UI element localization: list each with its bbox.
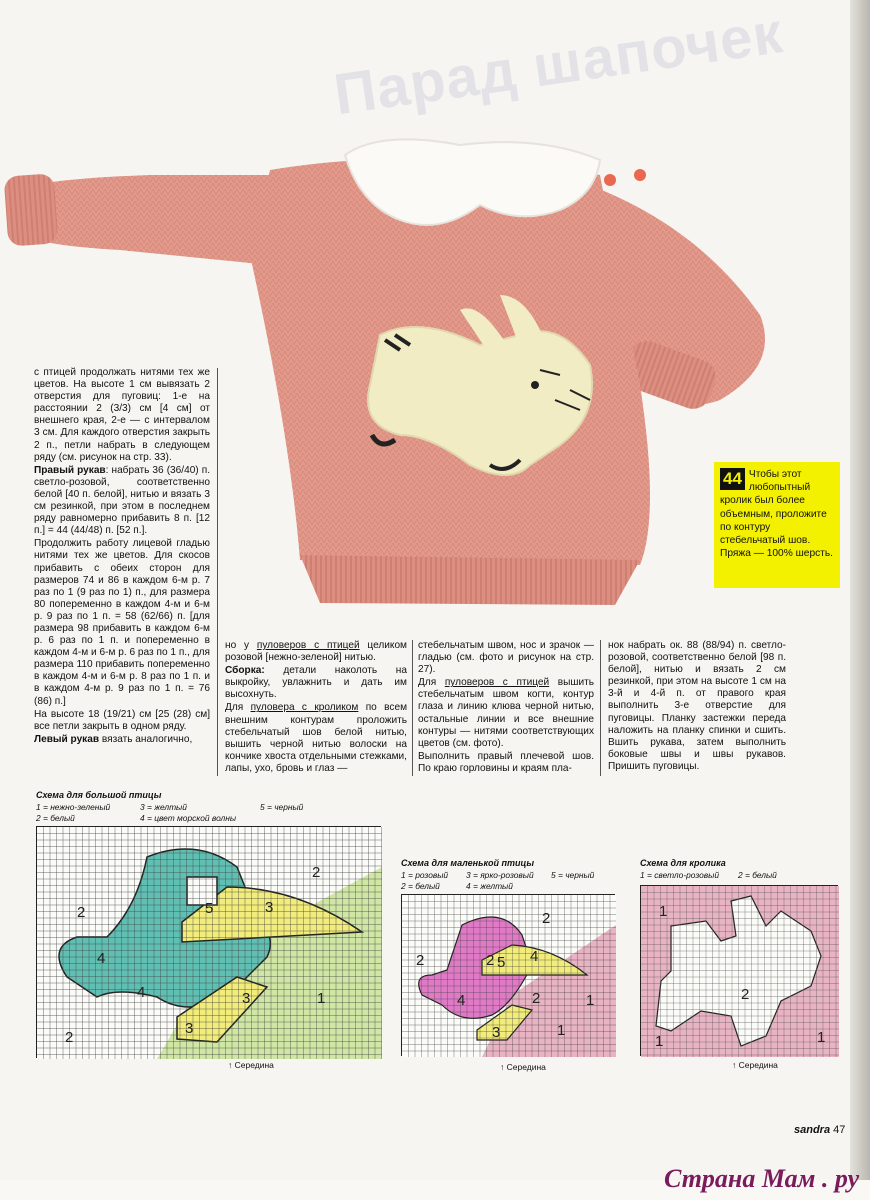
label-2: 2 <box>532 990 541 1007</box>
waist-ribbing <box>300 555 640 605</box>
legend-item: 4 = желтый <box>466 881 513 891</box>
col1-para-5 <box>34 734 210 746</box>
middle-label: Середина <box>738 1060 778 1070</box>
rabbit-middle-marker: ↑ Середина <box>732 1060 778 1070</box>
label-3: 3 <box>242 990 251 1007</box>
big-bird-title: Схема для большой птицы <box>36 790 162 800</box>
col3-para-1: стебельчатым швом, нос и зрачок — гладью (см. фото и рисунок на стр. 27). <box>418 640 594 676</box>
assembly-heading: Сборка: <box>225 665 265 677</box>
col4-para-1: нок набрать ок. 88 (88/94) п. светло-розовой, соответственно белой [98 п. белой], нитью и вязать 2 см резинкой, при этом на высоте 1 см на 3-й и 4-й п. от правого края выполнить 3-е отверстие для пуговицы. Планку застежки переда наложить на планку спинки и сшить. Вшить рукава, затем выполнить боковые швы и швы рукавов. Пришить пуговицы. <box>608 640 786 772</box>
small-bird-chart <box>401 894 615 1056</box>
label-4: 4 <box>137 984 146 1001</box>
text-column-2 <box>225 640 407 776</box>
legend-item: 1 = светло-розовый <box>640 870 719 880</box>
col2-para-1-pre: но у <box>225 640 257 651</box>
col1-para-1: с птицей продолжать нитями тех же цветов. На высоте 1 см вывязать 2 отверстия для пуговиц: 1-е на расстоянии 2 (3/3) см [4 см] от внешнего края, 2-е — с интервалом 3 см. Для каждого отверстия закрыть 2 п., петли набрать в следующем ряду (см. рисунок на стр. 33). <box>34 367 210 463</box>
rabbit-chart <box>640 885 838 1056</box>
column-divider-1 <box>217 368 218 776</box>
middle-label: Середина <box>234 1060 274 1070</box>
page-heading: Парад шапочек <box>330 0 787 128</box>
column-divider-3 <box>600 640 601 776</box>
legend-item: 2 = белый <box>36 813 75 823</box>
text-column-1 <box>34 367 210 747</box>
col1-para-3: Продолжить работу лицевой гладью нитями тех же цветов. Для скосов прибавить с обеих сторон для размеров 74 и 86 в каждом 6-м р. 7 раз по 1 (9 раз по 1) п., для размера 80 попеременно в каждом 4-м и 6-м р. 9 раз по 1 п. = 58 (62/66) п. [для размера 98 прибавить в каждом 6-м р. 6 раз по 1 п. и попеременно в каждом 4-м и 6-м р. 6 раз по 1 п., для размера 110 прибавить попеременно в каждом 4-м и 6-м р. 8 раз по 1 п. и в каждом 4-м р. 9 раз по 1 п. = 76 (86) п.] <box>34 538 210 707</box>
label-4: 4 <box>97 950 106 967</box>
small-bird-legend <box>401 870 621 894</box>
col3-para-2-u: пуловеров с птицей <box>444 677 550 689</box>
col3-para-2-pre: Для <box>418 677 445 689</box>
col2-para-2-t: детали наколоть на выкройку, увлажнить и дать им высохнуть. <box>225 665 407 701</box>
col2-para-1-t: целиком розовой [нежно-зеленой] нитью. <box>225 640 407 664</box>
col3-para-3: Выполнить правый плечевой шов. По краю горловины и краям пла- <box>418 750 594 774</box>
legend-item: 4 = цвет морской волны <box>140 813 237 823</box>
caption-text: Чтобы этот любопытный кролик был более объемным, проложите по контуру стебельчатый шов. Пряжа — 100% шерсть. <box>720 469 834 560</box>
text-column-4 <box>608 640 786 774</box>
small-bird-title: Схема для маленькой птицы <box>401 858 535 868</box>
legend-item: 3 = желтый <box>140 802 187 812</box>
label-4: 4 <box>457 992 466 1009</box>
label-1: 1 <box>317 990 326 1007</box>
legend-item: 3 = ярко-розовый <box>466 870 534 880</box>
label-3: 3 <box>265 899 274 916</box>
legend-item: 2 = белый <box>738 870 777 880</box>
middle-label: Середина <box>506 1062 546 1072</box>
magazine-name: sandra <box>794 1124 831 1136</box>
legend-item: 1 = розовый <box>401 870 449 880</box>
label-2: 2 <box>416 952 425 969</box>
col3-para-2-t: вышить стебельчатым швом когти, контур глаза и линию клюва черной нитью, остальные линии и все внешние контуры — нитями соответствующих цветов (см. фото). <box>418 677 595 749</box>
col2-para-1 <box>225 640 407 664</box>
small-bird-middle-marker: ↑ Середина <box>500 1062 546 1072</box>
label-5: 5 <box>205 900 214 917</box>
rabbit-title: Схема для кролика <box>640 858 726 868</box>
label-1: 1 <box>817 1029 826 1046</box>
text-column-3 <box>418 640 594 776</box>
col2-para-3-pre: Для <box>225 702 251 714</box>
photo-caption <box>714 462 840 588</box>
col2-para-3-t: по всем внешним контурам проложить стебельчатый шов белой нитью, вышить черной нитью волоски на кончике хвоста отдельными стежками, лапы, ухо, бровь и глаз — <box>225 702 408 774</box>
label-3: 3 <box>185 1020 194 1037</box>
rabbit-legend <box>640 870 840 884</box>
col1-para-4: На высоте 18 (19/21) см [25 (28) см] все петли закрыть в одном ряду. <box>34 708 210 732</box>
label-1: 1 <box>586 992 595 1009</box>
col2-para-3 <box>225 702 407 775</box>
col2-para-2 <box>225 665 407 701</box>
col1-para-5-text: вязать аналогично, <box>99 733 193 745</box>
page-footer <box>794 1124 845 1136</box>
legend-item: 5 = черный <box>551 870 595 880</box>
col1-para-2 <box>34 465 210 538</box>
col2-para-3-u: пуловера с кроликом <box>250 702 359 714</box>
big-bird-middle-marker: ↑ Середина <box>228 1060 274 1070</box>
big-bird-chart <box>36 826 381 1058</box>
right-sleeve-heading: Правый рукав <box>34 464 106 476</box>
label-2: 2 <box>486 952 495 969</box>
col3-para-2 <box>418 677 594 750</box>
label-5: 5 <box>497 954 506 971</box>
left-cuff <box>4 173 59 246</box>
site-watermark: Страна Мам . ру <box>664 1164 860 1193</box>
big-bird-legend <box>36 802 336 826</box>
label-2: 2 <box>741 986 750 1003</box>
caption-number: 44 <box>720 468 745 490</box>
col1-para-2-text: : набрать 36 (36/40) п. светло-розовой, соответственно белой [40 п. белой], нитью и вязать 3 см резинкой, при этом в последнем ряду равномерно прибавить 8 п. [12 п.] = 44 (44/48) п. [52 п.]. <box>34 464 210 537</box>
label-3: 3 <box>492 1024 501 1041</box>
label-4: 4 <box>530 948 539 965</box>
label-1: 1 <box>557 1022 566 1039</box>
legend-item: 5 = черный <box>260 802 304 812</box>
label-2: 2 <box>65 1029 74 1046</box>
col2-para-1-u: пуловеров с птицей <box>256 640 360 651</box>
legend-item: 2 = белый <box>401 881 440 891</box>
left-sleeve-heading: Левый рукав <box>34 733 100 745</box>
column-divider-2 <box>412 640 413 776</box>
legend-item: 1 = нежно-зеленый <box>36 802 111 812</box>
label-2: 2 <box>77 904 86 921</box>
page-edge <box>850 0 870 1200</box>
label-1: 1 <box>659 903 668 920</box>
label-2: 2 <box>312 864 321 881</box>
label-1: 1 <box>655 1033 664 1050</box>
label-2: 2 <box>542 910 551 927</box>
page-number: 47 <box>833 1124 846 1136</box>
